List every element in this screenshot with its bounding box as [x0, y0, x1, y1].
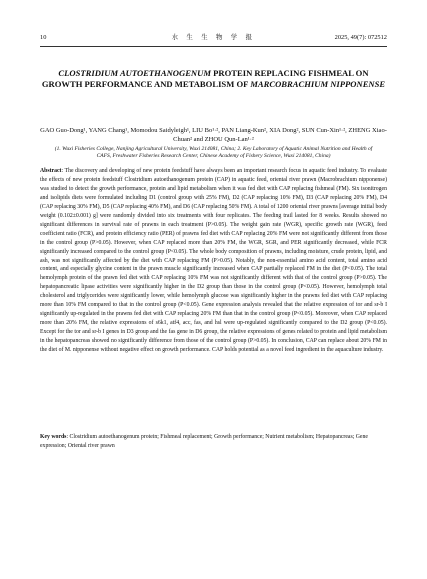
journal-name: 水 生 生 物 学 报: [171, 34, 256, 41]
author-list: GAO Guo-Dong¹, YANG Chang¹, Momodou Saidyleigh¹, LIU Bo¹·², PAN Liang-Kun², XIA Dong², SUN Cun-Xin¹·², ZHENG Xiao-Chuan² and ZHOU Qun-Lan¹·²: [40, 127, 387, 143]
page-number: 10: [40, 34, 47, 41]
abstract: [40, 167, 387, 355]
title-species-italic: CLOSTRIDIUM AUTOETHANOGENUM: [58, 68, 211, 78]
article-title: [40, 68, 387, 89]
affiliations: (1. Wuxi Fisheries College, Nanjing Agricultural University, Wuxi 214081, China; 2. Key Laboratory of Aquatic Animal Nutrition and Health of CAFS, Freshwater Fisheries Research Center, Chinese Academy of Fishery Science, Wuxi 214081, China): [54, 146, 373, 160]
keywords-text: : Clostridium autoethanogenum protein; Fishmeal replacement; Growth performance; Nutrient metabolism; Hepatopancreas; Gene expression; Oriental river prawn: [40, 434, 368, 449]
issue-info: 2025, 49(7): 072512: [334, 34, 387, 41]
keywords: [40, 433, 387, 450]
abstract-label: Abstract: [40, 168, 62, 174]
title-species-italic-2: MARCOBRACHIUM NIPPONENSE: [250, 78, 386, 89]
abstract-text: : The discovery and developing of new protein feedstuff have always been an important research focus in aquatic feed industry. To evaluate the effects of new protein feedstuff Clostridium autoethanogenum protein (CAP) in aquatic feed, oriental river prawn (Macrobrachium nipponense) was studied to detect the growth performance, protein and lipid metabolism when it was fed diet with CAP replacing fishmeal (FM). Six isonitrogen and isolipids diets were formulated including D1 (control group with 25% FM), D2 (CAP replacing 10% FM), D3 (CAP replacing 20% FM), D4 (CAP replacing 30% FM), D5 (CAP replacing 40% FM), and D6 (CAP replacing 50% FM). A total of 1200 oriental river prawns [average initial body weight (0.102±0.001) g] were randomly divided into six treatments with four replicates. The feeding trail lasted for 8 weeks. Results showed no significant differences in survival rate of prawns in each treatment (P>0.05). The weight gain rate (WGR), specific growth rate (WGR), feed coefficient ratio (FCR), and protein efficiency ratio (PER) of prawns fed diet with CAP replacing 20% FM were not significantly different from those in the control group (P>0.05). However, when CAP replaced more than 20% FM, the WGR, SGR, and PER significantly decreased, while FCR significantly increased compared to the control group (P<0.05). The whole body composition of prawns, including moisture, crude protein, lipid, and ash, was not significantly affected by the diet with CAP replacing FM (P>0.05). Notably, the non-essential amino acid content, total amino acid content, and especially glycine content in the prawn muscle significantly increased when CAP partially replaced FM in the diet (P<0.05). The total hemolymph protein of the prawn fed diet with CAP replacing 10% FM was not significantly different with that of the control group (P>0.05). The hepatopancreatic lipase activities were significantly higher in the D2 group than those in the control group (P<0.05). However, hemolymph total cholesterol and triglycerides were significantly lower, while hemolymph glucose was significantly higher in the prawns fed diet with CAP replacing more than 10% FM compared to that in the control group (P<0.05). Gene expression analysis revealed that the relative expression of tor and sr-b I significantly up-regulated in the prawns fed diet with CAP replacing 20% FM than that in the control group (P<0.05). Moreover, when CAP replaced more than 20% FM, the relative expressions of s6k1, atf4, acc, fas, and hsl were up-regulated significantly compared to the D2 group (P<0.05). Except for the tor and sr-b I genes in D3 group and the fas gene in D6 group, the relative expressions of genes related to protein and lipid metabolism in the hepatopancreas showed no significantly difference from those of the control group (P>0.05). In conclusion, CAP can replace about 20% FM in the diet of M. nipponense without negative effect on growth performance. CAP holds potential as a novel feed ingredient in the aquaculture industry.: [40, 168, 387, 354]
title-middle: PROTEIN REPLACING FISHMEAL ON GROWTH PERFORMANCE AND METABOLISM OF: [41, 68, 369, 89]
keywords-label: Key words: [40, 434, 67, 440]
running-head: [40, 34, 387, 47]
